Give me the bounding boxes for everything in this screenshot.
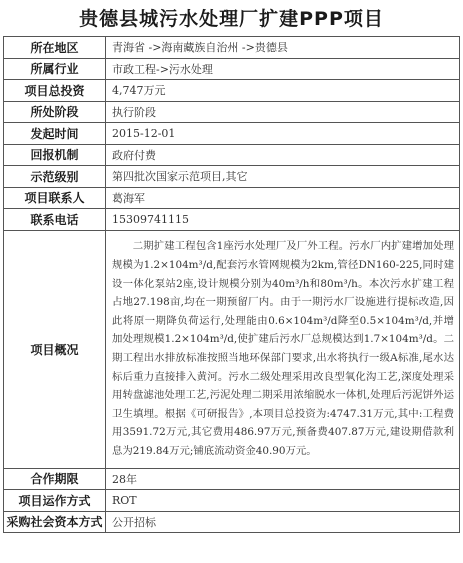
row-phone [4, 209, 460, 231]
label-region: 所在地区 [4, 37, 106, 59]
label-procurement: 采购社会资本方式 [4, 511, 106, 533]
value-investment: 4,747万元 [106, 80, 460, 102]
value-phone: 15309741115 [106, 209, 460, 231]
label-investment: 项目总投资 [4, 80, 106, 102]
row-mode [4, 490, 460, 512]
label-industry: 所属行业 [4, 58, 106, 80]
row-overview [4, 230, 460, 468]
label-term: 合作期限 [4, 468, 106, 490]
value-demo: 第四批次国家示范项目,其它 [106, 166, 460, 188]
label-mode: 项目运作方式 [4, 490, 106, 512]
row-demo [4, 166, 460, 188]
row-term [4, 468, 460, 490]
label-phone: 联系电话 [4, 209, 106, 231]
row-investment [4, 80, 460, 102]
value-date: 2015-12-01 [106, 123, 460, 145]
label-return: 回报机制 [4, 144, 106, 166]
row-stage [4, 101, 460, 123]
label-contact: 项目联系人 [4, 187, 106, 209]
label-date: 发起时间 [4, 123, 106, 145]
value-procurement: 公开招标 [106, 511, 460, 533]
label-demo: 示范级别 [4, 166, 106, 188]
project-info-table [3, 36, 460, 533]
value-stage: 执行阶段 [106, 101, 460, 123]
label-overview: 项目概况 [4, 230, 106, 468]
row-industry [4, 58, 460, 80]
row-region [4, 37, 460, 59]
value-region: 青海省 ->海南藏族自治州 ->贵德县 [106, 37, 460, 59]
label-stage: 所处阶段 [4, 101, 106, 123]
row-procurement [4, 511, 460, 533]
value-overview: 二期扩建工程包含1座污水处理厂及厂外工程。污水厂内扩建增加处理规模为1.2×104m³/d,配套污水管网规模为2km,管径DN160-225,同时建设一体化泵站2座,设计规模分别为40m³/h和80m³/h。本次污水扩建工程占地27.198亩,均在一期预留厂内。由于一期污水厂设施进行提标改造,因此将原一期降负荷运行,处理能由0.6×104m³/d降至0.5×104m³/d,并增加处理规模1.2×104m³/d,使扩建后污水厂总规模达到1.7×104m³/d。二期工程出水排放标准按照当地环保部门要求,出水将执行一级A标准,尾水达标后重力直接排入黄河。污水二级处理采用改良型氧化沟工艺,深度处理采用转盘滤池处理工艺,污泥处理二期采用浓缩脱水一体机,处理后污泥饼外运卫生填埋。根据《可研报告》,本项目总投资为:4747.31万元,其中:工程费用3591.72万元,其它费用486.97万元,预备费407.87万元,建设期借款利息为219.84万元;铺底流动资金40.90万元。 [106, 230, 460, 468]
value-industry: 市政工程->污水处理 [106, 58, 460, 80]
row-return [4, 144, 460, 166]
value-mode: ROT [106, 490, 460, 512]
value-return: 政府付费 [106, 144, 460, 166]
row-date [4, 123, 460, 145]
row-contact [4, 187, 460, 209]
value-contact: 葛海军 [106, 187, 460, 209]
value-term: 28年 [106, 468, 460, 490]
document-title: 贵德县城污水处理厂扩建PPP项目 [79, 8, 384, 30]
